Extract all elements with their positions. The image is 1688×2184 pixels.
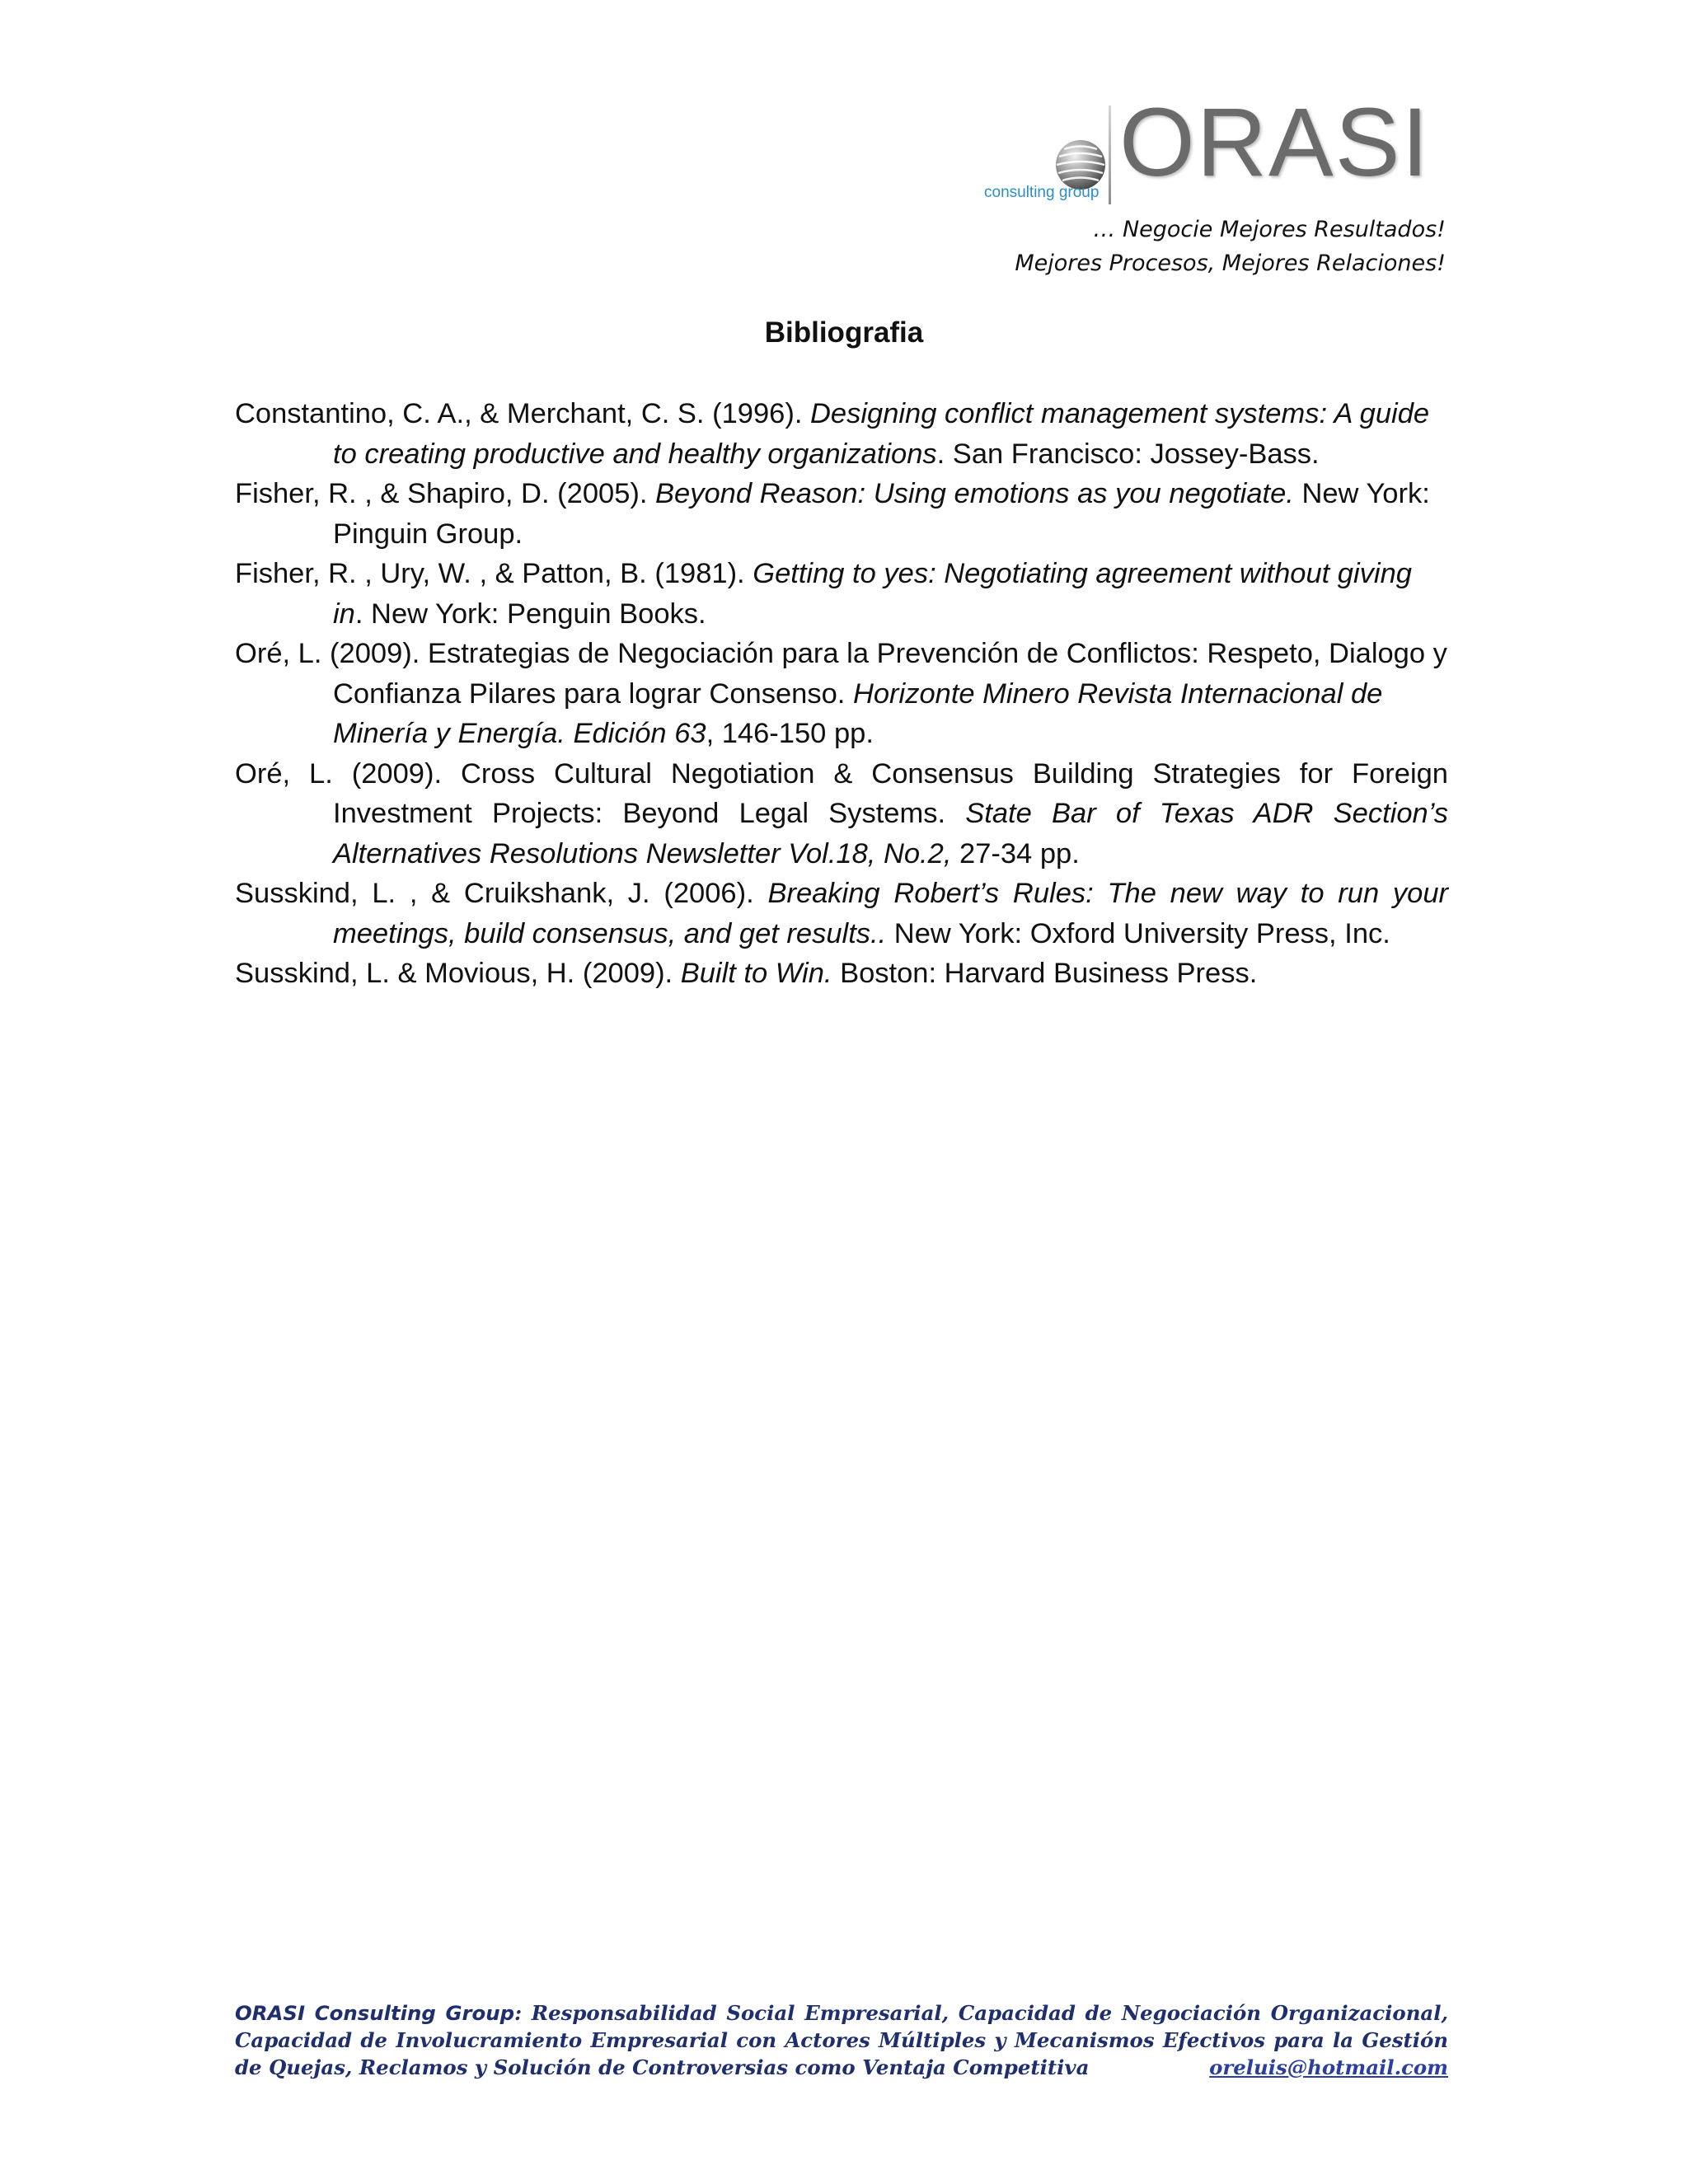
reference-text: Fisher, R. , Ury, W. , & Patton, B. (1981). bbox=[235, 558, 753, 589]
reference-title: Designing conflict management systems: A guide to creating productive and healthy organizations bbox=[333, 398, 1430, 470]
reference-title: Beyond Reason: Using emotions as you negotiate. bbox=[655, 478, 1294, 509]
logo-wordmark: ORASI bbox=[1119, 88, 1431, 197]
reference-text: Oré, L. (2009). Estrategias de Negociación para la Prevención de Conflictos: Respeto, Dialogo y Confianza Pilares para lograr Consenso. bbox=[235, 638, 1447, 710]
reference-list bbox=[235, 394, 1448, 994]
reference-title: Horizonte Minero Revista Internacional de Minería y Energía. Edición 63 bbox=[333, 677, 1383, 749]
orasi-logo bbox=[973, 88, 1451, 214]
tagline-line: … Negocie Mejores Resultados! bbox=[1093, 217, 1446, 242]
tagline bbox=[852, 213, 1446, 280]
reference-item bbox=[235, 874, 1448, 954]
reference-text: New York: Pinguin Group. bbox=[333, 478, 1430, 550]
reference-item bbox=[235, 394, 1448, 474]
reference-text: , 146-150 pp. bbox=[706, 718, 874, 749]
reference-text: Constantino, C. A., & Merchant, C. S. (1996). bbox=[235, 398, 810, 429]
logo-subtitle: consulting group bbox=[984, 184, 1100, 201]
reference-text: . San Francisco: Jossey-Bass. bbox=[936, 438, 1320, 470]
reference-item bbox=[235, 754, 1448, 874]
reference-text: New York: Oxford University Press, Inc. bbox=[886, 917, 1390, 949]
page-title: Bibliografia bbox=[764, 316, 924, 349]
reference-title: Breaking Robert’s Rules: The new way to run your meetings, build consensus, and get results.. bbox=[333, 878, 1448, 949]
tagline-line: Mejores Procesos, Mejores Relaciones! bbox=[1015, 251, 1446, 276]
reference-text: Susskind, L. & Movious, H. (2009). bbox=[235, 958, 681, 989]
footer-brand: ORASI Consulting Group bbox=[235, 2001, 515, 2025]
reference-item bbox=[235, 554, 1448, 634]
logo-divider bbox=[1109, 105, 1111, 204]
reference-title: Built to Win. bbox=[680, 958, 832, 989]
reference-item bbox=[235, 954, 1448, 994]
reference-text: Oré, L. (2009). Cross Cultural Negotiation & Consensus Building Strategies for Foreign Investment Projects: Beyond Legal Systems. bbox=[235, 757, 1448, 829]
page-footer bbox=[235, 1999, 1448, 2081]
reference-text: Fisher, R. , & Shapiro, D. (2005). bbox=[235, 478, 656, 509]
reference-item bbox=[235, 474, 1448, 554]
reference-text: Susskind, L. , & Cruikshank, J. (2006). bbox=[235, 878, 768, 909]
reference-item bbox=[235, 634, 1448, 754]
reference-title: Getting to yes: Negotiating agreement without giving in bbox=[333, 558, 1412, 630]
footer-description: : Responsabilidad Social Empresarial, Capacidad de Negociación Organizacional, Capacidad de Involucramiento Empresarial con Actores Múltiples y Mecanismos Efectivos para la Gestión de Quejas, Reclamos y Solución de Controversias como Ventaja Competitiva bbox=[235, 2001, 1448, 2079]
footer-email-link[interactable]: oreluis@hotmail.com bbox=[1209, 2055, 1448, 2079]
reference-text: Boston: Harvard Business Press. bbox=[832, 958, 1258, 989]
reference-text: 27-34 pp. bbox=[951, 837, 1080, 869]
reference-title: State Bar of Texas ADR Section’s Alternatives Resolutions Newsletter Vol.18, No.2, bbox=[333, 798, 1448, 869]
reference-text: . New York: Penguin Books. bbox=[354, 598, 706, 630]
